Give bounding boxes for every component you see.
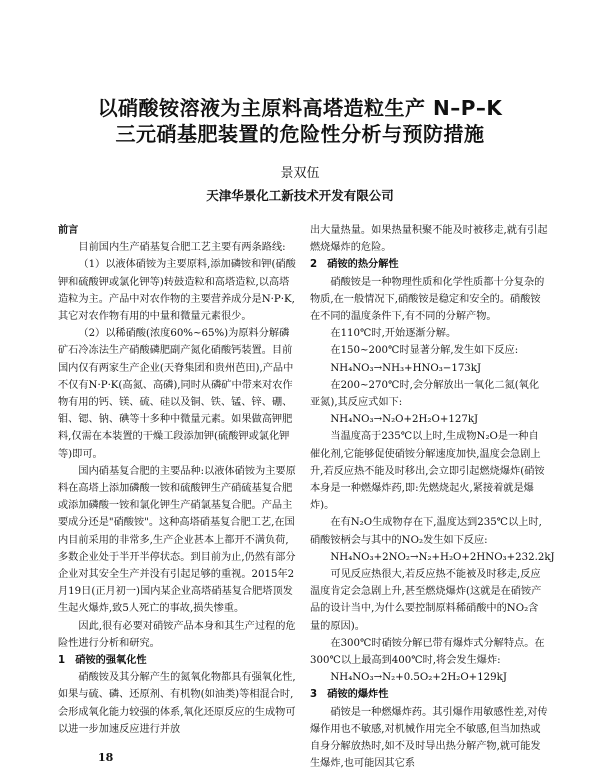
paragraph: （1）以液体硝铵为主要原料,添加磷铵和钾(硝酸钾和硫酸钾或氯化钾等)转鼓造粒和高塔造粒,以高塔造粒为主。产品中对农作物的主要营养成分是N·P·K,其它对农作物有用的中量和微量元素很少。 bbox=[58, 259, 296, 323]
page-number: 18 bbox=[98, 751, 114, 764]
paragraph: 硝铵是一种燃爆炸药。其引爆作用敏感性差,对传爆作用也不敏感,对机械作用完全不敏感,但当加热或自身分解放热时,如不及时导出热分解产物,就可能发生爆炸,也可能因其它系 bbox=[310, 706, 548, 770]
equation: NH₄NO₃→N₂+0.5O₂+2H₂O+129kJ bbox=[330, 672, 507, 684]
paragraph: 在300℃时硝铵分解已带有爆炸式分解特点。在300℃以上最高到400℃时,将会发生爆炸: bbox=[310, 637, 545, 667]
title-line-1: 以硝酸铵溶液为主原料高塔造粒生产 N–P–K bbox=[97, 96, 503, 120]
paragraph: 在110℃时,开始逐渐分解。 bbox=[330, 328, 457, 340]
paragraph: 硝酸铵是一种物理性质和化学性质都十分复杂的物质,在一般情况下,硝酸铵是稳定和安全的。硝酸铵在不同的温度条件下,有不同的分解产物。 bbox=[310, 276, 545, 323]
right-column bbox=[310, 222, 555, 773]
section-heading: 2 硝铵的热分解性 bbox=[310, 259, 399, 271]
paragraph: 硝酸铵及其分解产生的氮氧化物都具有强氧化性,如果与硫、磷、还原剂、有机物(如油类)等相混合时,会形成氧化能力较强的体系,氧化还原反应的生成物可以进一步加速反应进行并放 bbox=[58, 672, 296, 735]
paragraph: 在有N₂O生成物存在下,温度达到235℃以上时,硝酸铵柄会与其中的NO₂发生如下反应: bbox=[310, 517, 542, 546]
equation: NH₄NO₃→NH₃+HNO₃−173kJ bbox=[330, 362, 482, 374]
paragraph: 因此,很有必要对硝铵产品本身和其生产过程的危险性进行分析和研究。 bbox=[58, 620, 296, 649]
equation: NH₄NO₃→N₂O+2H₂O+127kJ bbox=[330, 414, 479, 426]
section-heading: 3 硝铵的爆炸性 bbox=[310, 689, 389, 701]
affiliation: 天津华景化工新技术开发有限公司 bbox=[206, 188, 394, 203]
author: 景双伍 bbox=[280, 166, 320, 181]
paragraph: 可见反应热很大,若反应热不能被及时移走,反应温度肯定会急剧上升,甚至燃烧爆炸(这就是在硝铵产品的设计当中,为什么要控制原料稀硝酸中的NO₂含量的原因)。 bbox=[310, 569, 542, 632]
section-heading: 1 硝铵的强氧化性 bbox=[58, 655, 147, 667]
left-column bbox=[58, 222, 296, 738]
equation: NH₄NO₃+2NO₂→N₂+H₂O+2HNO₃+232.2kJ bbox=[330, 551, 555, 563]
section-heading: 前言 bbox=[58, 225, 79, 236]
paragraph: 当温度高于235℃以上时,生成物N₂O是一种自催化剂,它能够促使硝铵分解速度加快,温度会急剧上升,若反应热不能及时移出,会立即引起燃烧爆炸(硝铵本身是一种燃爆炸药,即:先燃烧起火,紧接着就是爆炸)。 bbox=[310, 431, 545, 512]
paragraph: 目前国内生产硝基复合肥工艺主要有两条路线: bbox=[78, 242, 286, 254]
paragraph: 在150~200℃时显著分解,发生如下反应: bbox=[330, 345, 519, 357]
paragraph: 在200~270℃时,会分解放出一氧化二氮(氧化亚氮),其反应式如下: bbox=[310, 379, 540, 409]
title-line-2: 三元硝基肥装置的危险性分析与预防措施 bbox=[115, 122, 485, 146]
paragraph: （2）以稀硝酸(浓度60%~65%)为原料分解磷矿石冷冻法生产硝酸磷肥副产氮化硝酸钙装置。目前国内仅有两家生产企业(天脊集团和贵州芭田),产品中不仅有N·P·K(高氮、高磷),同时从磷矿中带来对农作物有用的钙、镁、硫、硅以及铜、铁、锰、锌、硼、钼、锶、钠、碘等十多种中微量元素。如果做高钾肥料,仅需在本装置的干燥工段添加钾(硫酸钾或氯化钾等)即可。 bbox=[58, 328, 294, 460]
paragraph: 出大量热量。如果热量积聚不能及时被移走,就有引起燃烧爆炸的危险。 bbox=[310, 225, 548, 254]
paragraph: 国内硝基复合肥的主要品种:以液体硝铵为主要原料在高塔上添加磷酸一铵和硫酸钾生产硝硫基复合肥或添加磷酸一铵和氯化钾生产硝氯基复合肥。产品主要成分还是"硝酸铵"。这种高塔硝基复合肥工艺,在国内目前采用的非常多,生产企业甚本上都开不满负荷,多数企业处于半开半停状态。到目前为止,仍然有部分企业对其安全生产并没有引起足够的重视。2015年2月19日(正月初一)国内某企业高塔硝基复合肥塔顶发生起火爆炸,致5人死亡的事故,损失惨重。 bbox=[58, 465, 296, 615]
